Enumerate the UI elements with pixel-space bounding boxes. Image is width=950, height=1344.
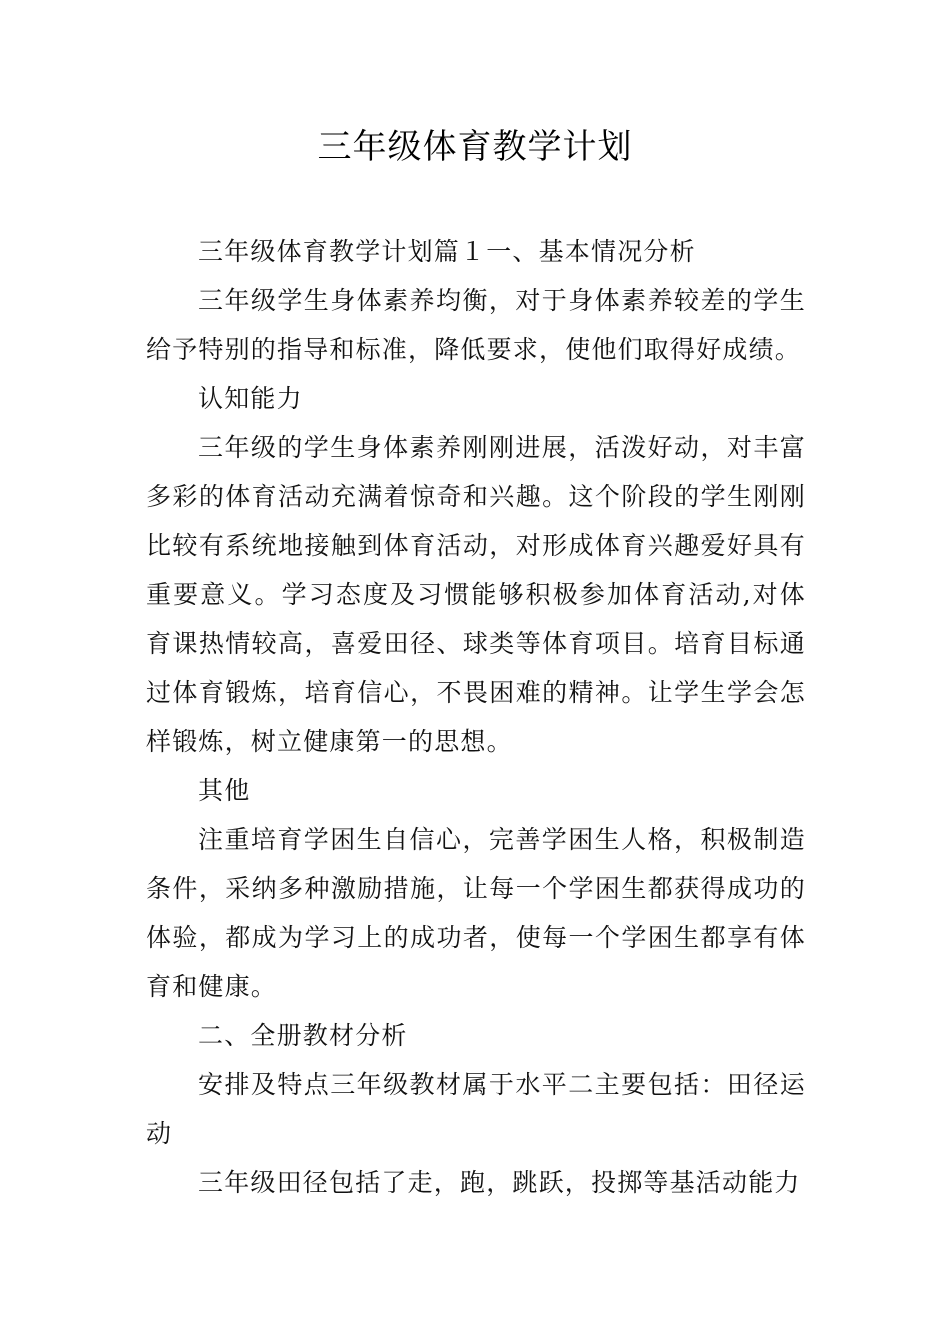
paragraph-physical-quality: 三年级学生身体素养均衡，对于身体素养较差的学生给予特别的指导和标准，降低要求，使他们取得好成绩。 — [146, 286, 806, 364]
paragraph-track-field: 三年级田径包括了走，跑，跳跃，投掷等基活动能力 — [198, 1168, 801, 1197]
paragraph-cognitive-ability: 三年级的学生身体素养刚刚进展，活泼好动，对丰富多彩的体育活动充满着惊奇和兴趣。这个阶段的学生刚刚比较有系统地接触到体育活动，对形成体育兴趣爱好具有重要意义。学习态度及习惯能够积极参加体育活动,对体育课热情较高，喜爱田径、球类等体育项目。培育目标通过体育锻炼，培育信心，不畏困难的精神。让学生学会怎样锻炼，树立健康第一的思想。 — [146, 433, 806, 756]
paragraph-heading-other: 其他 — [198, 776, 251, 805]
document-body — [146, 227, 806, 1207]
document-title: 三年级体育教学计划 — [317, 127, 633, 167]
paragraph-arrangement: 安排及特点三年级教材属于水平二主要包括：田径运动 — [146, 1070, 806, 1148]
paragraph-heading-cognitive: 认知能力 — [198, 384, 303, 413]
paragraph-other: 注重培育学困生自信心，完善学困生人格，积极制造条件，采纳多种激励措施，让每一个学困生都获得成功的体验，都成为学习上的成功者，使每一个学困生都享有体育和健康。 — [146, 825, 806, 1001]
paragraph-heading-materials: 二、全册教材分析 — [198, 1021, 408, 1050]
paragraph-heading-basic-analysis: 三年级体育教学计划篇１一、基本情况分析 — [198, 237, 696, 266]
